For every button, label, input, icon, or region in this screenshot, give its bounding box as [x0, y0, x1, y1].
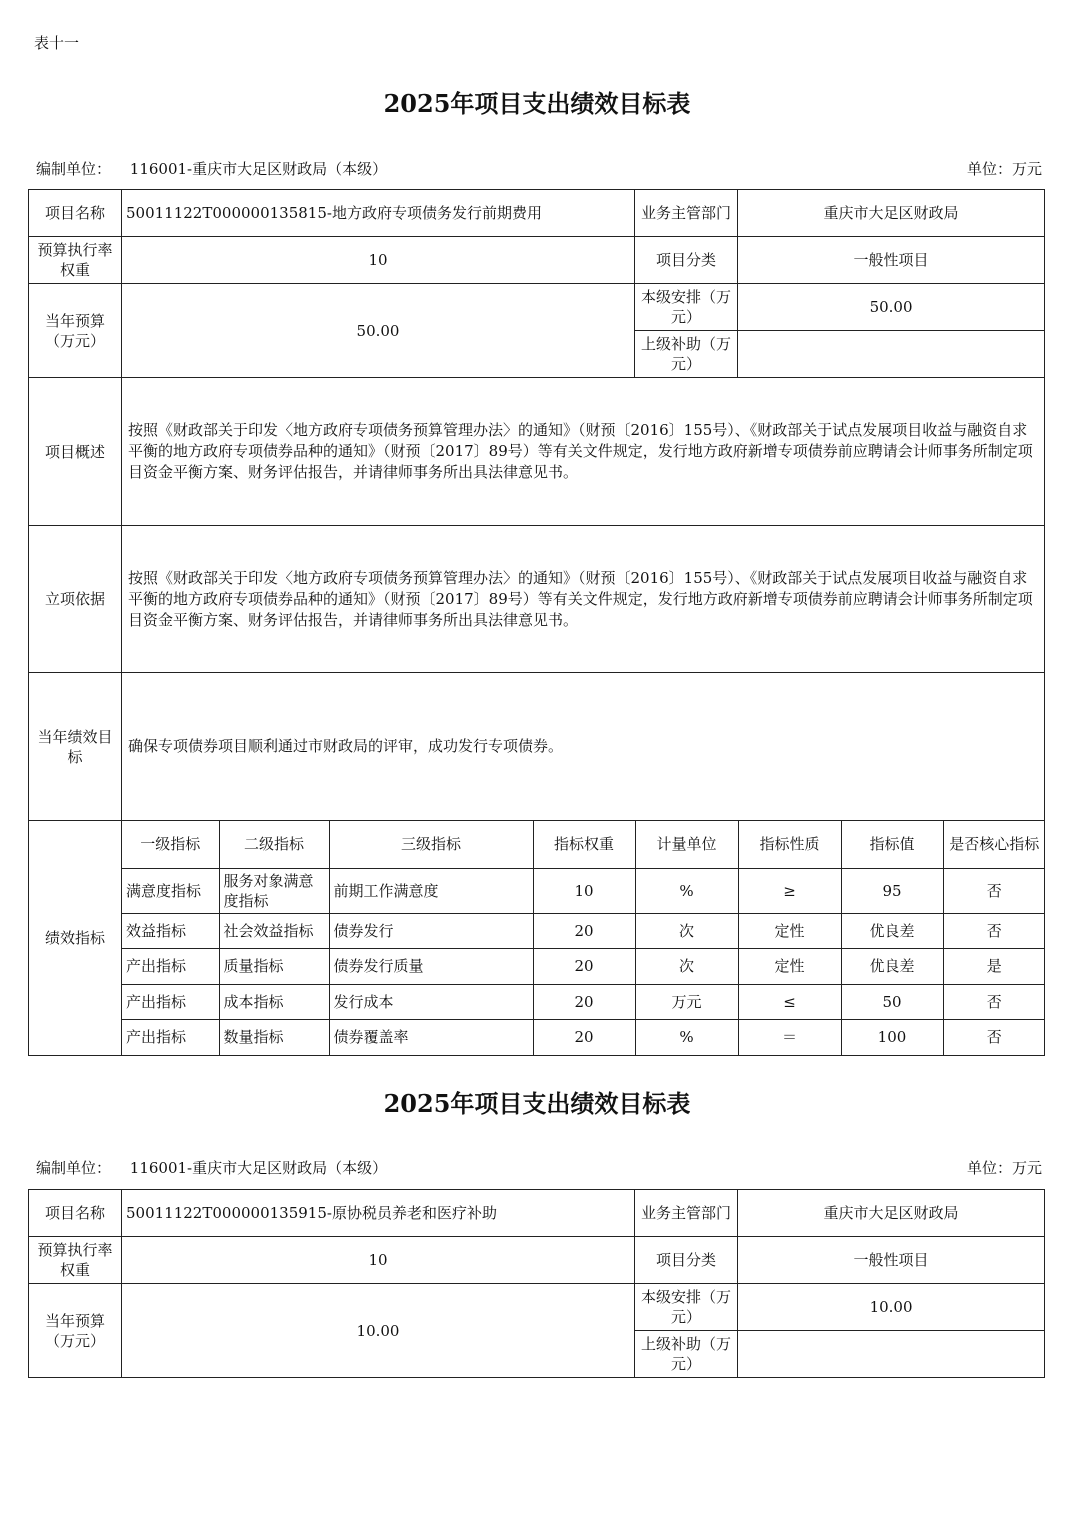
label-local: 本级安排（万元）: [635, 284, 738, 331]
label-perf: 绩效指标: [29, 821, 122, 1056]
project-name: 50011122T000000135915-原协税员养老和医疗补助: [122, 1190, 635, 1237]
budget-value: 10.00: [122, 1284, 635, 1378]
category-value: 一般性项目: [738, 1237, 1045, 1284]
indicator-weight: 20: [533, 984, 635, 1019]
page-title-2: 2025年项目支出绩效目标表: [383, 1089, 691, 1118]
indicator-weight: 10: [533, 868, 635, 913]
table-row: [122, 948, 1045, 984]
currency-unit: 单位：万元: [966, 160, 1042, 178]
page-title: 2025年项目支出绩效目标表: [383, 89, 691, 118]
indicator-weight: 20: [533, 1019, 635, 1055]
label-weight: 预算执行率权重: [29, 237, 122, 284]
indicator-nature: 定性: [738, 948, 841, 984]
level2-indicator: 社会效益指标: [219, 913, 329, 948]
indicator-value: 优良差: [841, 913, 943, 948]
perf-header: 指标性质: [738, 821, 841, 868]
label-upper: 上级补助（万元）: [635, 1331, 738, 1378]
level1-indicator: 产出指标: [122, 948, 219, 984]
table-row: [122, 868, 1045, 913]
indicator-core: 否: [943, 984, 1045, 1019]
perf-indicator-table: [122, 821, 1045, 1055]
level3-indicator: 前期工作满意度: [329, 868, 533, 913]
meta-row-2: [36, 1157, 1042, 1178]
label-local: 本级安排（万元）: [635, 1284, 738, 1331]
label-project-name: 项目名称: [29, 190, 122, 237]
table-row: [122, 1019, 1045, 1055]
basis-text: 按照《财政部关于印发〈地方政府专项债务预算管理办法〉的通知》（财预〔2016〕155号）、《财政部关于试点发展项目收益与融资自求平衡的地方政府专项债券品种的通知》（财预〔2017〕89号）等有关文件规定，发行地方政府新增专项债券前应聘请会计师事务所制定项目资金平衡方案、财务评估报告，并请律师事务所出具法律意见书。: [122, 526, 1045, 673]
indicator-core: 否: [943, 913, 1045, 948]
upper-value: [738, 1331, 1045, 1378]
label-budget: 当年预算（万元）: [29, 1284, 122, 1378]
indicator-value: 95: [841, 868, 943, 913]
label-category: 项目分类: [635, 237, 738, 284]
level3-indicator: 债券覆盖率: [329, 1019, 533, 1055]
indicator-value: 50: [841, 984, 943, 1019]
level2-indicator: 质量指标: [219, 948, 329, 984]
indicator-unit: %: [635, 868, 738, 913]
level1-indicator: 效益指标: [122, 913, 219, 948]
perf-header: 计量单位: [635, 821, 738, 868]
indicator-value: 100: [841, 1019, 943, 1055]
perf-header: 指标值: [841, 821, 943, 868]
label-dept: 业务主管部门: [635, 1190, 738, 1237]
level1-indicator: 满意度指标: [122, 868, 219, 913]
level3-indicator: 发行成本: [329, 984, 533, 1019]
local-value: 10.00: [738, 1284, 1045, 1331]
level2-indicator: 成本指标: [219, 984, 329, 1019]
local-value: 50.00: [738, 284, 1045, 331]
unit-value: 116001-重庆市大足区财政局（本级）: [129, 1159, 388, 1177]
perf-header: 指标权重: [533, 821, 635, 868]
indicator-nature: ≤: [738, 984, 841, 1019]
perf-header: 二级指标: [219, 821, 329, 868]
indicator-core: 是: [943, 948, 1045, 984]
meta-row: [36, 158, 1042, 179]
dept-value: 重庆市大足区财政局: [738, 190, 1045, 237]
level3-indicator: 债券发行: [329, 913, 533, 948]
label-goal: 当年绩效目标: [29, 673, 122, 821]
level2-indicator: 服务对象满意度指标: [219, 868, 329, 913]
dept-value: 重庆市大足区财政局: [738, 1190, 1045, 1237]
perf-header: 三级指标: [329, 821, 533, 868]
indicator-unit: 次: [635, 913, 738, 948]
weight-value: 10: [122, 1237, 635, 1284]
indicator-unit: 万元: [635, 984, 738, 1019]
budget-value: 50.00: [122, 284, 635, 378]
label-budget: 当年预算（万元）: [29, 284, 122, 378]
table-row: [122, 913, 1045, 948]
project-name: 50011122T000000135815-地方政府专项债务发行前期费用: [122, 190, 635, 237]
table-row: [122, 984, 1045, 1019]
level2-indicator: 数量指标: [219, 1019, 329, 1055]
indicator-nature: ＝: [738, 1019, 841, 1055]
table-number: 表十一: [34, 34, 80, 52]
goal-text: 确保专项债券项目顺利通过市财政局的评审，成功发行专项债券。: [122, 673, 1045, 821]
level1-indicator: 产出指标: [122, 984, 219, 1019]
label-upper: 上级补助（万元）: [635, 331, 738, 378]
indicator-nature: 定性: [738, 913, 841, 948]
weight-value: 10: [122, 237, 635, 284]
perf-header: 是否核心指标: [943, 821, 1045, 868]
label-dept: 业务主管部门: [635, 190, 738, 237]
currency-unit: 单位：万元: [966, 1159, 1042, 1177]
indicator-unit: 次: [635, 948, 738, 984]
perf-indicators: [122, 821, 1045, 1056]
unit-label: 编制单位：: [36, 160, 112, 178]
indicator-weight: 20: [533, 948, 635, 984]
indicator-unit: %: [635, 1019, 738, 1055]
indicator-core: 否: [943, 1019, 1045, 1055]
unit-value: 116001-重庆市大足区财政局（本级）: [129, 160, 388, 178]
label-category: 项目分类: [635, 1237, 738, 1284]
perf-header: 一级指标: [122, 821, 219, 868]
label-project-name: 项目名称: [29, 1190, 122, 1237]
upper-value: [738, 331, 1045, 378]
unit-label: 编制单位：: [36, 1159, 112, 1177]
category-value: 一般性项目: [738, 237, 1045, 284]
perf-header-row: [122, 821, 1045, 868]
label-basis: 立项依据: [29, 526, 122, 673]
label-overview: 项目概述: [29, 378, 122, 526]
level1-indicator: 产出指标: [122, 1019, 219, 1055]
indicator-weight: 20: [533, 913, 635, 948]
performance-table-2: [28, 1189, 1045, 1378]
overview-text: 按照《财政部关于印发〈地方政府专项债务预算管理办法〉的通知》（财预〔2016〕155号）、《财政部关于试点发展项目收益与融资自求平衡的地方政府专项债券品种的通知》（财预〔2017〕89号）等有关文件规定，发行地方政府新增专项债券前应聘请会计师事务所制定项目资金平衡方案、财务评估报告，并请律师事务所出具法律意见书。: [122, 378, 1045, 526]
indicator-nature: ≥: [738, 868, 841, 913]
performance-table: [28, 189, 1045, 1056]
indicator-core: 否: [943, 868, 1045, 913]
label-weight: 预算执行率权重: [29, 1237, 122, 1284]
level3-indicator: 债券发行质量: [329, 948, 533, 984]
indicator-value: 优良差: [841, 948, 943, 984]
